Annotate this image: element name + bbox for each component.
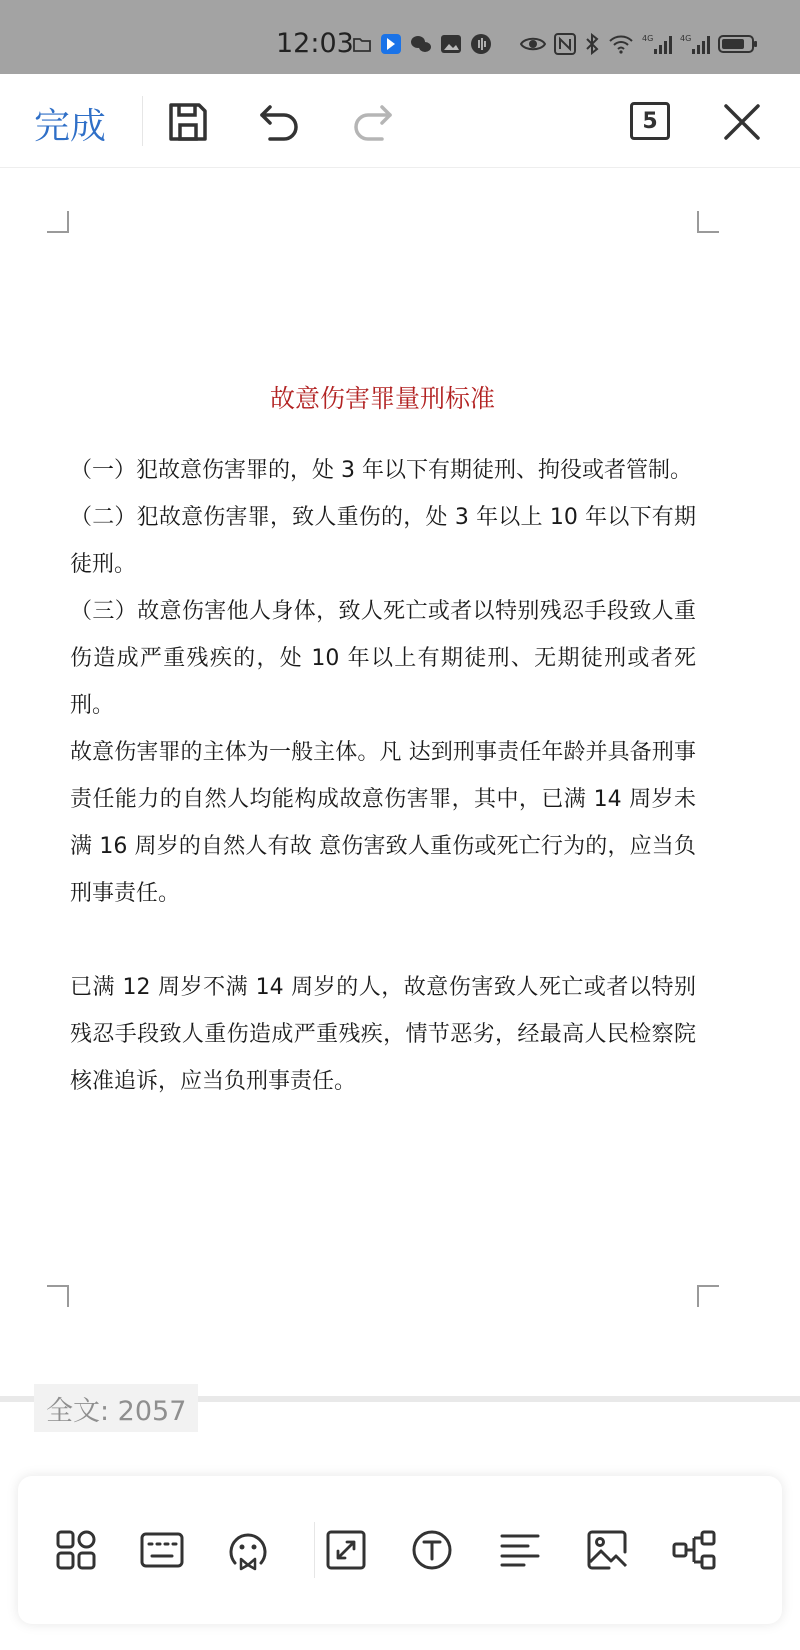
align-icon — [500, 1533, 540, 1567]
app-icon — [380, 33, 402, 55]
align-button[interactable] — [496, 1526, 544, 1574]
text-format-button[interactable] — [408, 1526, 456, 1574]
bluetooth-icon — [584, 33, 600, 55]
folder-icon — [352, 33, 372, 55]
bottom-toolbar — [18, 1476, 782, 1624]
nfc-icon — [554, 33, 576, 55]
voice-face-icon — [227, 1529, 269, 1571]
wifi-icon — [608, 33, 634, 55]
page-corner-mark — [697, 1285, 719, 1307]
eye-icon — [520, 33, 546, 55]
paragraph-spacer — [70, 917, 696, 964]
redo-icon — [350, 101, 394, 143]
page-corner-mark — [697, 211, 719, 233]
document-body[interactable] — [70, 447, 696, 1105]
apps-button[interactable] — [52, 1526, 100, 1574]
page-corner-mark — [47, 1285, 69, 1307]
document-title: 故意伤害罪量刑标准 — [269, 384, 495, 413]
status-icons — [352, 30, 758, 58]
paragraph: 故意伤害罪的主体为一般主体。凡 达到刑事责任年龄并具备刑事责任能力的自然人均能构成故意伤害罪，其中，已满 14 周岁未满 16 周岁的自然人有故 意伤害致人重伤或死亡行为的，应当负刑事责任。 — [70, 740, 696, 906]
toolbar-divider — [142, 96, 143, 146]
status-time: 12:03 — [276, 28, 354, 59]
status-bar — [0, 0, 800, 74]
insert-image-button[interactable] — [584, 1526, 632, 1574]
undo-icon — [258, 101, 302, 143]
wechat-icon — [410, 33, 432, 55]
svg-text:4G: 4G — [642, 34, 654, 43]
signal-4g-icon — [680, 33, 710, 55]
close-icon — [723, 103, 761, 141]
crop-expand-icon — [326, 1530, 366, 1570]
close-button[interactable] — [716, 96, 768, 148]
paragraph: （三）故意伤害他人身体，致人死亡或者以特别残忍手段致人重伤造成严重残疾的，处 10 年以上有期徒刑、无期徒刑或者死刑。 — [70, 599, 696, 718]
layout-button[interactable] — [670, 1526, 718, 1574]
undo-button[interactable] — [254, 96, 306, 148]
keyboard-button[interactable] — [138, 1526, 186, 1574]
voice-button[interactable] — [224, 1526, 272, 1574]
image-insert-icon — [587, 1530, 629, 1570]
document-page[interactable] — [0, 169, 800, 1398]
text-format-icon — [411, 1529, 453, 1571]
audio-icon — [470, 33, 492, 55]
paragraph: （二）犯故意伤害罪，致人重伤的，处 3 年以上 10 年以下有期徒刑。 — [70, 505, 696, 577]
battery-icon — [718, 33, 758, 55]
page-corner-mark — [47, 211, 69, 233]
done-button[interactable]: 完成 — [34, 98, 106, 149]
crop-button[interactable] — [322, 1526, 370, 1574]
paragraph: 已满 12 周岁不满 14 周岁的人，故意伤害致人死亡或者以特别残忍手段致人重伤造成严重残疾，情节恶劣，经最高人民检察院核准追诉，应当负刑事责任。 — [70, 975, 696, 1094]
toolbar-divider — [314, 1522, 315, 1578]
layout-icon — [672, 1530, 716, 1570]
keyboard-icon — [140, 1532, 184, 1568]
editor-toolbar — [0, 74, 800, 168]
paragraph: （一）犯故意伤害罪的，处 3 年以下有期徒刑、拘役或者管制。 — [70, 458, 692, 483]
redo-button[interactable] — [346, 96, 398, 148]
save-icon — [167, 101, 209, 143]
save-button[interactable] — [162, 96, 214, 148]
page-count-button[interactable]: 5 — [630, 102, 670, 140]
gallery-icon — [440, 33, 462, 55]
svg-text:4G: 4G — [680, 34, 692, 43]
signal-4g-icon — [642, 33, 672, 55]
word-count-badge: 全文: 2057 — [34, 1384, 198, 1432]
apps-grid-icon — [56, 1530, 96, 1570]
